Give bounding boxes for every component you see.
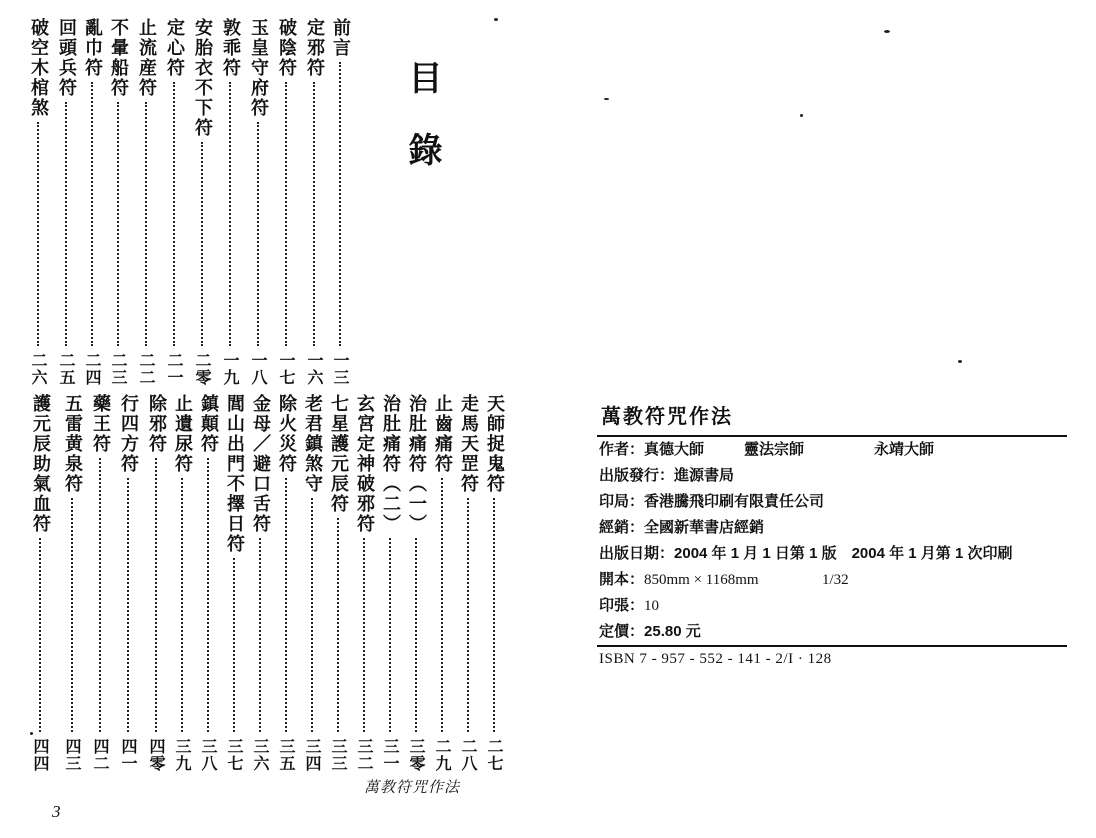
dot-leader [257, 122, 259, 346]
toc-entry-page: 三二 [355, 738, 374, 772]
author-label: 作者： [599, 441, 645, 458]
toc-entry-title: 玄宮定神破邪符 [354, 394, 375, 534]
toc-entry-title: 護元辰助氣血符 [30, 394, 51, 534]
toc-entry-page: 四一 [119, 738, 138, 772]
pubdate-label: 出版日期： [599, 545, 675, 562]
scan-speck [958, 360, 962, 363]
toc-entry [162, 18, 186, 386]
toc-entry-title: 天師捉鬼符 [484, 394, 505, 494]
toc-entry-page: 二二 [137, 352, 156, 386]
dot-leader [389, 538, 391, 732]
toc-entry-title: 五雷黄泉符 [62, 394, 83, 494]
scan-speck [494, 18, 498, 21]
toc-entry-title: 不暈船符 [108, 18, 129, 98]
toc-entry [456, 394, 480, 772]
printer-row [597, 489, 1067, 515]
dot-leader [155, 458, 157, 732]
dot-leader [415, 538, 417, 732]
page-number: 3 [52, 802, 61, 821]
dot-leader [173, 82, 175, 346]
toc-entry [300, 394, 324, 772]
toc-entry-page: 三五 [277, 738, 296, 772]
publisher-value: 進源書局 [674, 467, 735, 484]
dot-leader [117, 102, 119, 346]
toc-entry-page: 一三 [331, 352, 350, 386]
toc-entry [218, 18, 242, 386]
dot-leader [285, 478, 287, 732]
author-name: 靈法宗師 [744, 441, 805, 458]
toc-entry [222, 394, 246, 772]
dot-leader [207, 458, 209, 732]
dot-leader [363, 538, 365, 732]
toc-entry [328, 18, 352, 386]
dot-leader [91, 82, 93, 346]
toc-entry-title: 止流産符 [136, 18, 157, 98]
dot-leader [493, 498, 495, 732]
toc-entry [144, 394, 168, 772]
toc-entry-page: 二零 [193, 352, 212, 386]
sheets-label: 印張： [599, 597, 645, 614]
toc-entry-page: 三八 [199, 738, 218, 772]
dot-leader [71, 498, 73, 732]
toc-entry-title: 七星護元辰符 [328, 394, 349, 514]
scan-speck [30, 732, 33, 735]
toc-entry [26, 18, 50, 386]
dot-leader [201, 142, 203, 346]
book-title: 萬教符咒作法 [601, 406, 733, 428]
toc-entry [196, 394, 220, 772]
toc-entry-title: 走馬天罡符 [458, 394, 479, 494]
divider [597, 645, 1067, 647]
toc-entry-title: 治肚痛符（一） [406, 394, 427, 534]
toc-entry-page: 一七 [277, 352, 296, 386]
scan-speck [800, 114, 803, 117]
toc-entry [404, 394, 428, 772]
toc-entry-title: 前言 [330, 18, 351, 58]
distributor-label: 經銷： [599, 519, 645, 536]
dot-leader [467, 498, 469, 732]
scan-speck [884, 30, 890, 33]
toc-entry [246, 18, 270, 386]
publisher-label: 出版發行： [599, 467, 675, 484]
toc-entry-title: 安胎衣不下符 [192, 18, 213, 138]
sheets-value: 10 [644, 598, 660, 614]
toc-entry [80, 18, 104, 386]
dot-leader [339, 62, 341, 346]
dot-leader [311, 498, 313, 732]
toc-entry-page: 一九 [221, 352, 240, 386]
toc-entry-title: 回頭兵符 [56, 18, 77, 98]
toc-entry-title: 敦乖符 [220, 18, 241, 78]
format-fold: 1/32 [822, 572, 849, 588]
toc-entry-page: 二一 [165, 352, 184, 386]
dot-leader [285, 82, 287, 346]
toc-entry [378, 394, 402, 772]
toc-entry-page: 三四 [303, 738, 322, 772]
distributor-row [597, 515, 1067, 541]
toc-entry-page: 四零 [147, 738, 166, 772]
toc-entry [482, 394, 506, 772]
toc-entry-title: 行四方符 [118, 394, 139, 474]
toc-entry [54, 18, 78, 386]
author-name: 永靖大師 [874, 441, 935, 458]
toc-entry [88, 394, 112, 772]
price-value: 25.80 元 [644, 623, 701, 640]
dot-leader [441, 478, 443, 732]
colophon [597, 400, 1067, 668]
toc-entry-page: 四二 [91, 738, 110, 772]
format-size: 850mm × 1168mm [644, 572, 759, 588]
dot-leader [337, 518, 339, 732]
toc-heading: 目錄 [402, 60, 442, 204]
toc-entry-title: 藥王符 [90, 394, 111, 454]
toc-entry [28, 394, 52, 772]
printer-value: 香港騰飛印刷有限責任公司 [644, 493, 825, 510]
toc-entry [106, 18, 130, 386]
price-label: 定價： [599, 623, 645, 640]
toc-entry [430, 394, 454, 772]
toc-entry-page: 三一 [381, 738, 400, 772]
dot-leader [37, 122, 39, 346]
toc-entry [60, 394, 84, 772]
toc-entry-title: 除邪符 [146, 394, 167, 454]
toc-entry-page: 四三 [63, 738, 82, 772]
toc-entry-title: 金母／避口舌符 [250, 394, 271, 534]
format-label: 開本： [599, 571, 645, 588]
price-row [597, 619, 1067, 645]
toc-entry-title: 除火災符 [276, 394, 297, 474]
toc-entry-title: 止遺尿符 [172, 394, 193, 474]
pubdate-row [597, 541, 1067, 567]
toc-entry [248, 394, 272, 772]
toc-entry-title: 定心符 [164, 18, 185, 78]
dot-leader [39, 538, 41, 732]
toc-entry-page: 三零 [407, 738, 426, 772]
toc-entry-title: 玉皇守府符 [248, 18, 269, 118]
toc-entry-title: 治肚痛符（二） [380, 394, 401, 534]
dot-leader [229, 82, 231, 346]
author-row [597, 437, 1067, 463]
toc-entry-page: 四四 [31, 738, 50, 772]
dot-leader [259, 538, 261, 732]
dot-leader [181, 478, 183, 732]
toc-entry [352, 394, 376, 772]
toc-entry-page: 三九 [173, 738, 192, 772]
toc-entry-page: 二四 [83, 352, 102, 386]
dot-leader [233, 558, 235, 732]
scan-speck [604, 98, 609, 100]
toc-entry [302, 18, 326, 386]
toc-entry-page: 二九 [433, 738, 452, 772]
dot-leader [65, 102, 67, 346]
isbn: ISBN 7 - 957 - 552 - 141 - 2/I · 128 [599, 651, 832, 667]
toc-entry-page: 二六 [29, 352, 48, 386]
toc-entry-page: 三六 [251, 738, 270, 772]
toc-entry-title: 定邪符 [304, 18, 325, 78]
toc-entry-page: 二七 [485, 738, 504, 772]
toc-entry-page: 二五 [57, 352, 76, 386]
toc-entry-title: 鎮顛符 [198, 394, 219, 454]
toc-entry-title: 破陰符 [276, 18, 297, 78]
toc-entry-title: 閭山出門不擇日符 [224, 394, 245, 554]
toc-entry-title: 破空木棺煞 [28, 18, 49, 118]
toc-entry [274, 394, 298, 772]
toc-entry [134, 18, 158, 386]
printer-label: 印局： [599, 493, 645, 510]
toc-entry-page: 二三 [109, 352, 128, 386]
toc-entry-title: 止齒痛符 [432, 394, 453, 474]
toc-entry-page: 一六 [305, 352, 324, 386]
pubdate-value: 2004 年 1 月 1 日第 1 版 2004 年 1 月第 1 次印刷 [674, 545, 1013, 562]
toc-entry [170, 394, 194, 772]
distributor-value: 全國新華書店經銷 [644, 519, 765, 536]
author-name: 真德大師 [644, 441, 705, 458]
dot-leader [313, 82, 315, 346]
publisher-row [597, 463, 1067, 489]
toc-entry-page: 一八 [249, 352, 268, 386]
sheets-row [597, 593, 1067, 619]
toc-entry-title: 老君鎮煞守 [302, 394, 323, 494]
toc-entry-page: 三七 [225, 738, 244, 772]
dot-leader [127, 478, 129, 732]
format-row [597, 567, 1067, 593]
toc-entry-title: 亂巾符 [82, 18, 103, 78]
toc-entry [274, 18, 298, 386]
dot-leader [99, 458, 101, 732]
toc-entry-page: 三三 [329, 738, 348, 772]
toc-entry [326, 394, 350, 772]
dot-leader [145, 102, 147, 346]
toc-entry [190, 18, 214, 386]
toc-entry-page: 二八 [459, 738, 478, 772]
running-title: 萬教符咒作法 [364, 778, 461, 796]
toc-entry [116, 394, 140, 772]
